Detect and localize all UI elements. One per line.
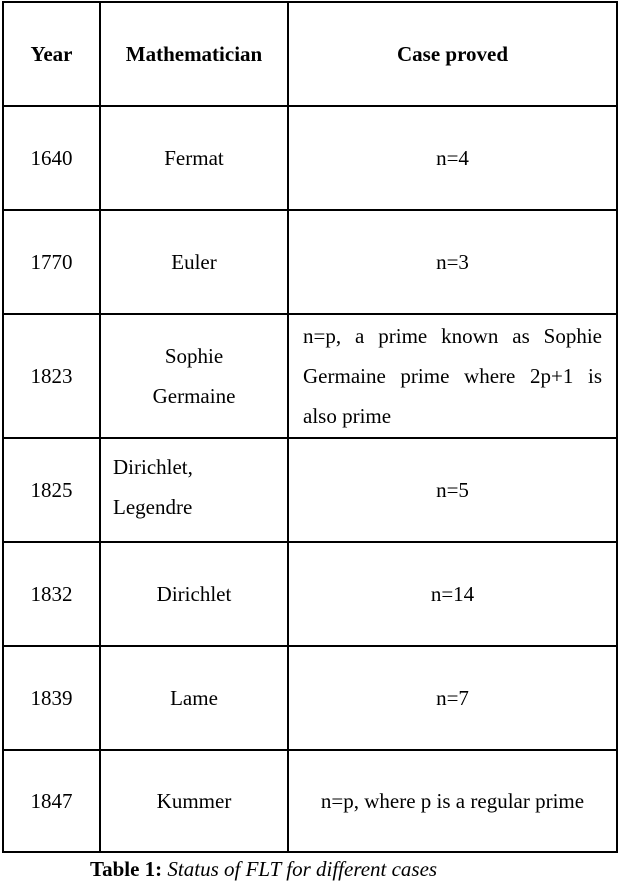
table-row	[3, 750, 617, 852]
case-cell: n=7	[288, 646, 617, 750]
mathematician-cell: Dirichlet	[100, 542, 288, 646]
header-year: Year	[3, 2, 100, 106]
case-line: Germaine prime where 2p+1 is	[303, 364, 602, 388]
year-cell: 1640	[3, 106, 100, 210]
flt-status-table	[2, 1, 618, 853]
mathematician-cell	[100, 438, 288, 542]
table-row	[3, 106, 617, 210]
mathematician-line: Dirichlet,	[113, 455, 193, 479]
mathematician-cell: Fermat	[100, 106, 288, 210]
mathematician-cell: Lame	[100, 646, 288, 750]
mathematician-line: Germaine	[152, 384, 236, 408]
table-header-row	[3, 2, 617, 106]
header-mathematician: Mathematician	[100, 2, 288, 106]
mathematician-cell: Euler	[100, 210, 288, 314]
year-cell: 1839	[3, 646, 100, 750]
case-line: also prime	[303, 404, 392, 428]
table-row	[3, 542, 617, 646]
mathematician-cell	[100, 314, 288, 438]
mathematician-line: Legendre	[113, 495, 193, 519]
mathematician-block	[101, 447, 287, 527]
case-cell: n=14	[288, 542, 617, 646]
header-case-proved: Case proved	[288, 2, 617, 106]
caption-text: Status of FLT for different cases	[167, 857, 438, 881]
caption-label: Table 1:	[90, 857, 163, 881]
table-row	[3, 438, 617, 542]
table-row	[3, 314, 617, 438]
table-caption	[90, 855, 437, 883]
year-cell: 1847	[3, 750, 100, 852]
case-cell: n=p, where p is a regular prime	[288, 750, 617, 852]
year-cell: 1770	[3, 210, 100, 314]
case-cell: n=5	[288, 438, 617, 542]
case-cell	[288, 314, 617, 438]
mathematician-cell: Kummer	[100, 750, 288, 852]
case-line: n=p, a prime known as Sophie	[303, 324, 602, 348]
case-cell: n=4	[288, 106, 617, 210]
year-cell: 1823	[3, 314, 100, 438]
case-cell: n=3	[288, 210, 617, 314]
year-cell: 1832	[3, 542, 100, 646]
table-row	[3, 210, 617, 314]
mathematician-line: Sophie	[164, 344, 224, 368]
table-row	[3, 646, 617, 750]
year-cell: 1825	[3, 438, 100, 542]
